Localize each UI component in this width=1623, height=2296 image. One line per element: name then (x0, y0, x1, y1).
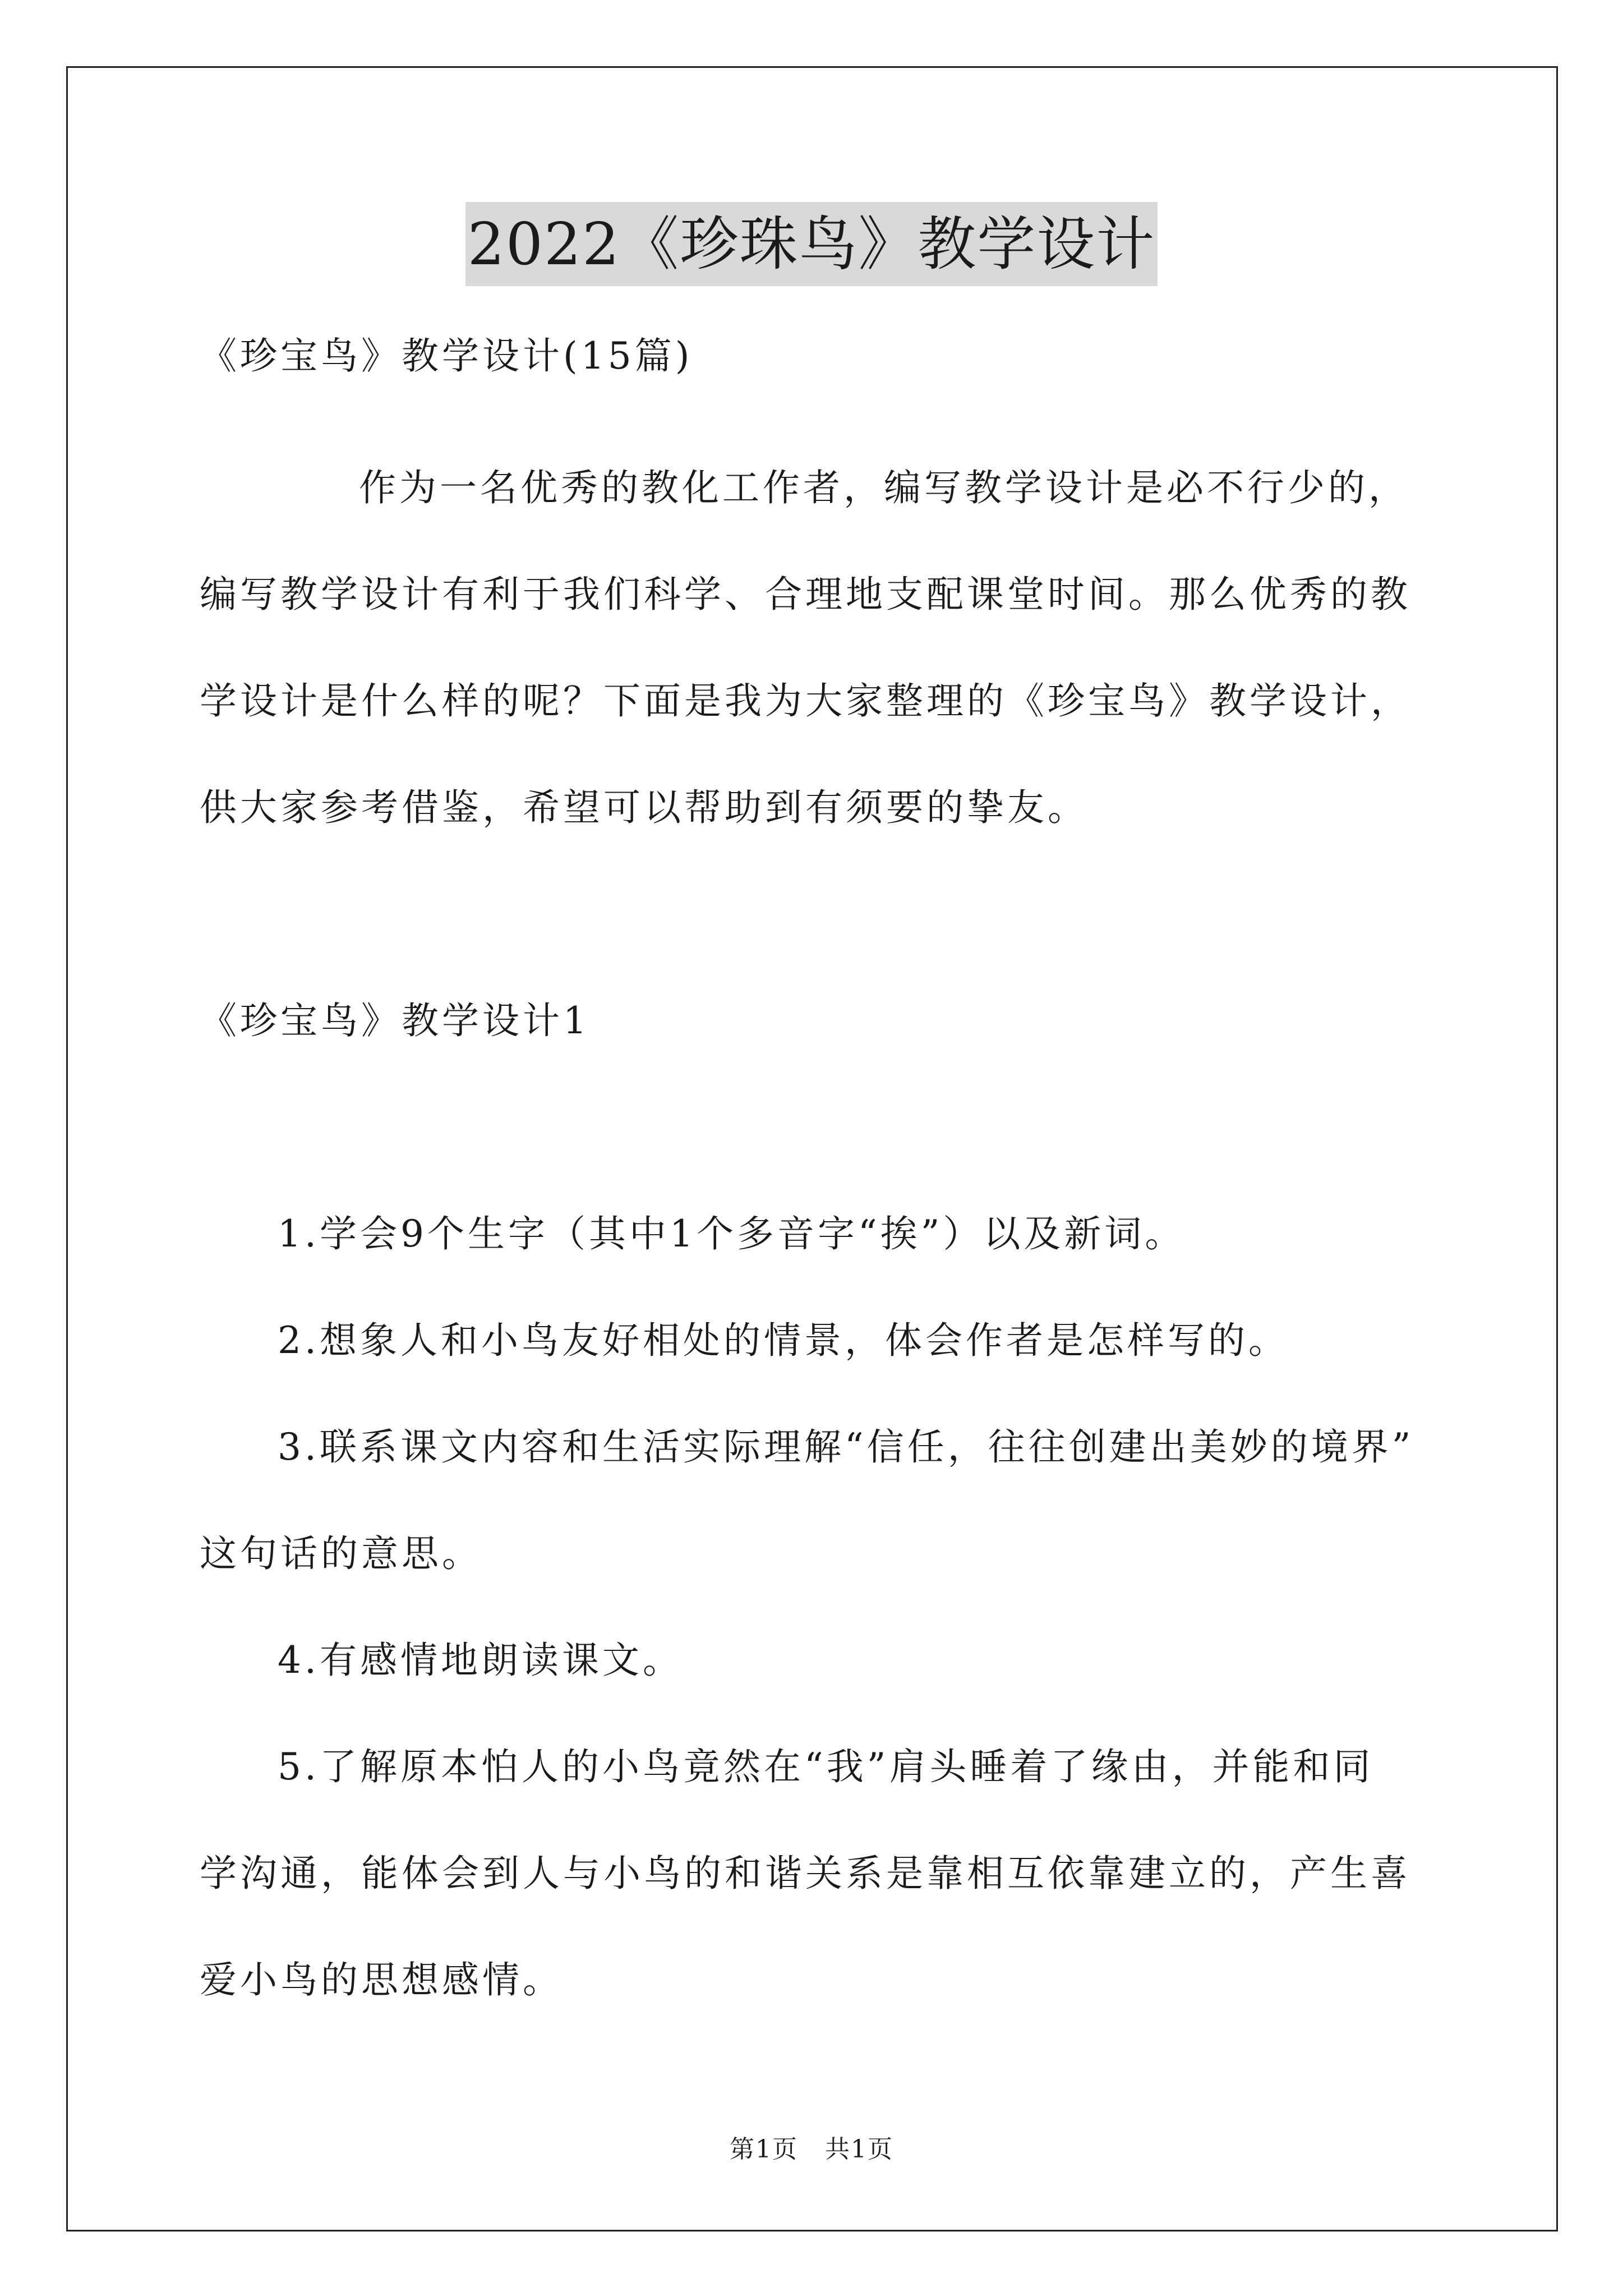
intro-line-3: 学设计是什么样的呢？下面是我为大家整理的《珍宝鸟》教学设计， (200, 679, 1411, 723)
objective-line-5: 4.有感情地朗读课文。 (278, 1639, 683, 1682)
subtitle: 《珍宝鸟》教学设计(15篇) (200, 334, 693, 378)
section-heading: 《珍宝鸟》教学设计1 (200, 999, 590, 1042)
page-total: 共1页 (825, 2135, 893, 2164)
objective-line-7: 学沟通，能体会到人与小鸟的和谐关系是靠相互依靠建立的，产生喜 (200, 1852, 1411, 1895)
intro-line-4: 供大家参考借鉴，希望可以帮助到有须要的挚友。 (200, 786, 1088, 829)
objective-line-4: 这句话的意思。 (200, 1532, 482, 1575)
objective-line-3: 3.联系课文内容和生活实际理解“信任，往往创建出美妙的境界” (278, 1425, 1414, 1469)
page-border (66, 66, 1558, 2231)
intro-line-1: 作为一名优秀的教化工作者，编写教学设计是必不行少的， (359, 466, 1409, 509)
intro-line-2: 编写教学设计有利于我们科学、合理地支配课堂时间。那么优秀的教 (200, 573, 1411, 616)
page-footer (0, 2133, 1623, 2166)
page-number: 第1页 (730, 2135, 798, 2164)
objective-line-2: 2.想象人和小鸟友好相处的情景，体会作者是怎样写的。 (278, 1319, 1289, 1362)
objective-line-6: 5.了解原本怕人的小鸟竟然在“我”肩头睡着了缘由，并能和同 (278, 1745, 1374, 1788)
title-container (0, 202, 1623, 286)
document-title: 2022《珍珠鸟》教学设计 (465, 202, 1158, 286)
objective-line-1: 1.学会9个生字（其中1个多音字“挨”）以及新词。 (278, 1212, 1186, 1255)
objective-line-8: 爱小鸟的思想感情。 (200, 1958, 563, 2001)
